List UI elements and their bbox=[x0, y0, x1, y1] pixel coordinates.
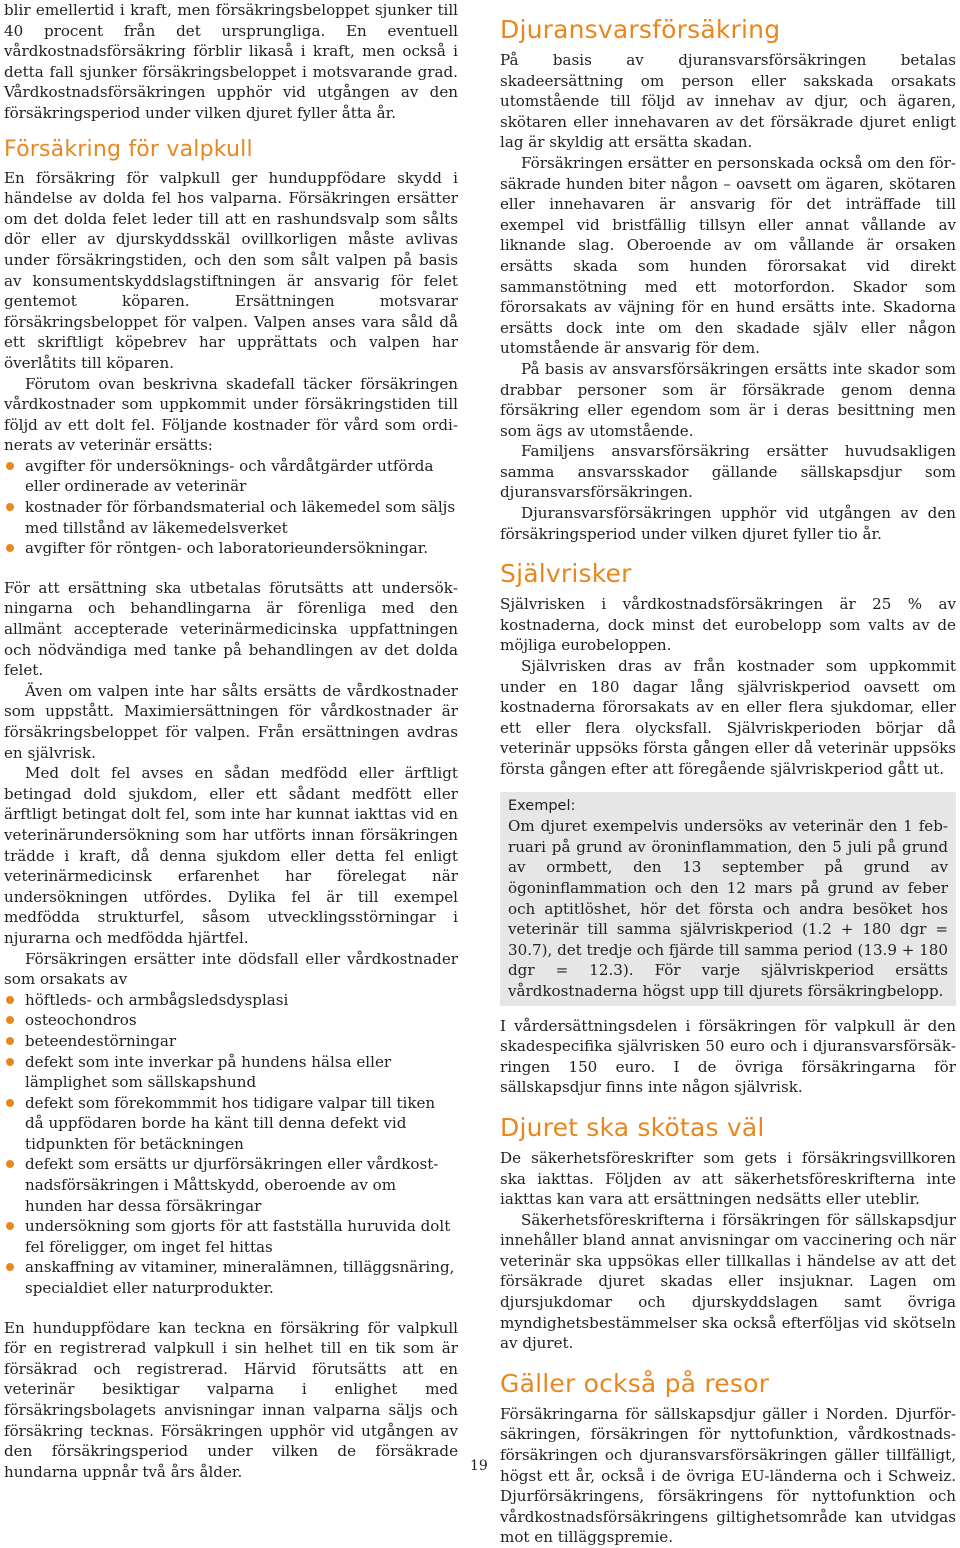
bullet-icon bbox=[6, 996, 14, 1004]
list-item: defekt som ersätts ur djurförsäkringen eller vårdkostnadsförsäkringen i Måttskydd, oberoende av om hunden har dessa försäkringar bbox=[4, 1154, 458, 1216]
list-item: kostnader för förbandsmaterial och läkemedel som säljs med tillstånd av läkemedelsverket bbox=[4, 497, 458, 538]
paragraph: Med dolt fel avses en sådan medfödd eller ärftligt betingad dold sjukdom, eller ett sådant medfött eller ärftligt betingat dolt fel, som inte har kunnat iakttas vid en veterinärundersökning som har utförts innan försäkringen trädde i kraft, då denna sjukdom eller detta fel enligt veterinärmedicinsk erfarenhet har förelegat när undersökningen utfördes. Dylika fel är till exempel medfödda strukturfel, såsom utvecklingsstörningar i njurarna och medfödda hjärtfel. bbox=[4, 764, 458, 947]
paragraph: Självrisken i vårdkostnadsförsäkringen är 25 % av kostnaderna, dock minst det eurobelopp som valts av de möjliga eurobeloppen. bbox=[500, 595, 956, 655]
paragraph: Djuransvarsförsäkringen upphör vid utgången av den försäkringsperiod under vilken djuret fyller tio år. bbox=[500, 504, 956, 543]
bullet-icon bbox=[6, 503, 14, 511]
paragraph: blir emellertid i kraft, men försäkringsbeloppet sjunker till 40 procent från det ursprungliga. En eventuell vårdkostnadsförsäkring förblir likaså i kraft, men också i detta fall sjunker försäkringsbeloppet i motsvarande grad. Vårdkostnadsförsäkringen upphör vid utgången av den försäkringsperiod under vilken djuret fyller åtta år. bbox=[4, 1, 458, 122]
list-item: anskaffning av vitaminer, mineralämnen, tilläggsnäring, specialdiet eller naturprodukter. bbox=[4, 1257, 458, 1298]
list-item: defekt som förekommmit hos tidigare valpar till tiken då uppfödaren borde ha känt till denna defekt vid tidpunkten för betäckningen bbox=[4, 1093, 458, 1155]
bullet-icon bbox=[6, 1016, 14, 1024]
list-item: avgifter för undersöknings- och vårdåtgärder utförda eller ordinerade av veterinär bbox=[4, 456, 458, 497]
example-heading: Exempel: bbox=[508, 797, 576, 814]
list-item: beteendestörningar bbox=[4, 1031, 458, 1052]
paragraph: Säkerhetsföreskrifterna i försäkringen för sällskapsdjur innehåller bland annat anvisningar om vaccinering och när veterinär ska uppsökas eller tillkallas i händelse av att det försäkrade djuret skadas eller insjuknar. Lagen om djursjukdomar och djurskyddslagen samt övriga myndighetsbestämmelser ska också efterföljas vid skötseln av djuret. bbox=[500, 1210, 956, 1353]
paragraph: Även om valpen inte har sålts ersätts de vårdkostnader som uppstått. Maximiersättningen för vårdkostnader är försäkringsbeloppet för valpen. Från ersättningen avdras en självrisk. bbox=[4, 681, 458, 762]
paragraph: För att ersättning ska utbetalas förutsätts att undersökningarna och behandlingarna är förenliga med den allmänt accepterade veterinärmedicinska uppfattningen och nödvändiga med tanke på behandlingen av det dolda felet. bbox=[4, 578, 458, 680]
page-number: 19 bbox=[470, 1458, 488, 1474]
list-item: osteochondros bbox=[4, 1010, 458, 1031]
example-text: Om djuret exempelvis undersöks av veterinär den 1 februari på grund av öroninflammation, den 5 juli på grund av ormbett, den 13 september på grund av ögoninflammation och den 12 mars på grund av feber och aptitlöshet, hör det första och andra besöket hos veterinär till samma självriskperiod (1.2 + 180 dgr = 30.7), det tredje och fjärde till samma period (13.9 + 180 dgr = 12.3). För varje självriskperiod ersätts vårdkostnaderna högst upp till djurets försäkringbelopp. bbox=[508, 817, 949, 1000]
heading-galler-ocksa-pa-resor: Gäller också på resor bbox=[500, 1368, 770, 1398]
covered-costs-list bbox=[4, 456, 458, 559]
bullet-icon bbox=[6, 1058, 14, 1066]
paragraph: I vårdersättningsdelen i försäkringen för valpkull är den skadespecifika självrisken 50 euro och i djuransvarsförsäkringen 150 euro. I de övriga försäkringarna för sällskapsdjur finns inte någon självrisk. bbox=[500, 1016, 956, 1097]
list-item: avgifter för röntgen- och laboratorieundersökningar. bbox=[4, 538, 458, 559]
left-column bbox=[4, 0, 458, 1482]
spacer bbox=[4, 559, 458, 578]
paragraph: Familjens ansvarsförsäkring ersätter huvudsakligen samma ansvarsskador gällande sällskapsdjur som djuransvarsförsäkringen. bbox=[500, 442, 956, 502]
bullet-icon bbox=[6, 1037, 14, 1045]
paragraph: På basis av ansvarsförsäkringen ersätts inte skador som drabbar personer som är försäkrade genom denna försäkring eller egendom som är i deras besittning men som ägs av utomstående. bbox=[500, 359, 956, 440]
bullet-icon bbox=[6, 1099, 14, 1107]
example-box bbox=[500, 792, 956, 1006]
spacer bbox=[4, 1299, 458, 1318]
paragraph: Försäkringarna för sällskapsdjur gäller i Norden. Djurförsäkringen, försäkringen för nyttofunktion, vårdkostnadsförsäkringen och djuransvarsförsäkringen gäller tillfälligt, högst ett år, också i de övriga EU-länderna och i Schweiz. Djurförsäkringens, försäkringens för nyttofunktion och vårdkostnadsförsäkringens giltighetsområde kan utvidgas mot en tilläggspremie. bbox=[500, 1404, 956, 1547]
bullet-icon bbox=[6, 1160, 14, 1168]
heading-djuret-ska-skotas-val: Djuret ska skötas väl bbox=[500, 1112, 765, 1142]
bullet-icon bbox=[6, 544, 14, 552]
paragraph: Försäkringen ersätter en personskada också om den försäkrade hunden biter någon – oavsett om ägaren, skötaren eller innehavaren är ansvarig för det inträffade till exempel vid bristfällig tillsyn eller annat vållande av liknande slag. Oberoende av om vållande är orsaken ersätts skada som hunden förorsakat vid direkt sammanstötning med ett motorfordon. Skador som förorsakats av väjning för en hund ersätts inte. Skadorna ersätts dock inte om den skadade själv eller någon utomstående är ansvarig för dem. bbox=[500, 153, 956, 358]
paragraph: Förutom ovan beskrivna skadefall täcker försäkringen vårdkostnader som uppkommit under försäkringstiden till följd av ett dolt fel. Följande kostnader för vård som ordinerats av veterinär ersätts: bbox=[4, 374, 458, 455]
paragraph: En försäkring för valpkull ger hunduppfödare skydd i händelse av dolda fel hos valparna. Försäkringen ersätter om det dolda felet leder till att en rashundsvalp som sålts dör eller av djurskyddsskäl ovillkorligen måste avlivas under försäkringstiden, och den som sålt valpen på basis av konsumentskyddslagstiftningen är ansvarig för felet gentemot köparen. Ersättningen motsvarar försäkringsbeloppet för valpen. Valpen anses vara såld då ett skriftligt köpebrev har upprättats och valpen har överlåtits till köparen. bbox=[4, 168, 458, 372]
list-item: höftleds- och armbågsledsdysplasi bbox=[4, 990, 458, 1011]
bullet-icon bbox=[6, 1222, 14, 1230]
bullet-icon bbox=[6, 1263, 14, 1271]
list-item: defekt som inte inverkar på hundens hälsa eller lämplighet som sällskapshund bbox=[4, 1052, 458, 1093]
bullet-icon bbox=[6, 462, 14, 470]
heading-forsakring-for-valpkull: Försäkring för valpkull bbox=[4, 136, 253, 162]
exclusions-list bbox=[4, 990, 458, 1299]
heading-sjalvrisker: Självrisker bbox=[500, 559, 632, 589]
heading-djuransvarsforsakring: Djuransvarsförsäkring bbox=[500, 15, 781, 44]
paragraph: En hunduppfödare kan teckna en försäkring för valpkull för en registrerad valpkull i sin helhet till en tik som är försäkrad och registrerad. Härvid förutsätts att en veterinär besiktigar valparna i enlighet med försäkringsbolagets anvisningar innan valparna säljs och försäkring tecknas. Försäkringen upphör vid utgången av den försäkringsperiod under vilken de försäkrade hundarna uppnår två års ålder. bbox=[4, 1318, 458, 1481]
list-item: undersökning som gjorts för att fastställa huruvida dolt fel föreligger, om inget fel hittas bbox=[4, 1216, 458, 1257]
paragraph: Självrisken dras av från kostnader som uppkommit under en 180 dagar lång självriskperiod oavsett om kostnaderna förorsakats av en eller flera sjukdomar, eller ett eller flera olycksfall. Självriskperioden börjar då veterinär uppsöks första gången eller då veterinär uppsöks första gången efter att föregående självriskperiod gått ut. bbox=[500, 657, 956, 778]
paragraph: På basis av djuransvarsförsäkringen betalas skadeersättning om person eller sakskada orsakats utomstående till följd av innehav av djur, och ägaren, skötaren eller innehavaren av det försäkrade djuret enligt lag är skyldig att ersätta skadan. bbox=[500, 51, 956, 152]
right-column bbox=[500, 0, 956, 1548]
paragraph: Försäkringen ersätter inte dödsfall eller vårdkostnader som orsakats av bbox=[4, 949, 458, 989]
paragraph: De säkerhetsföreskrifter som gets i försäkringsvillkoren ska iakttas. Följden av att säkerhetsföreskrifterna inte iakttas kan vara att ersättningen nedsätts eller uteblir. bbox=[500, 1148, 956, 1209]
